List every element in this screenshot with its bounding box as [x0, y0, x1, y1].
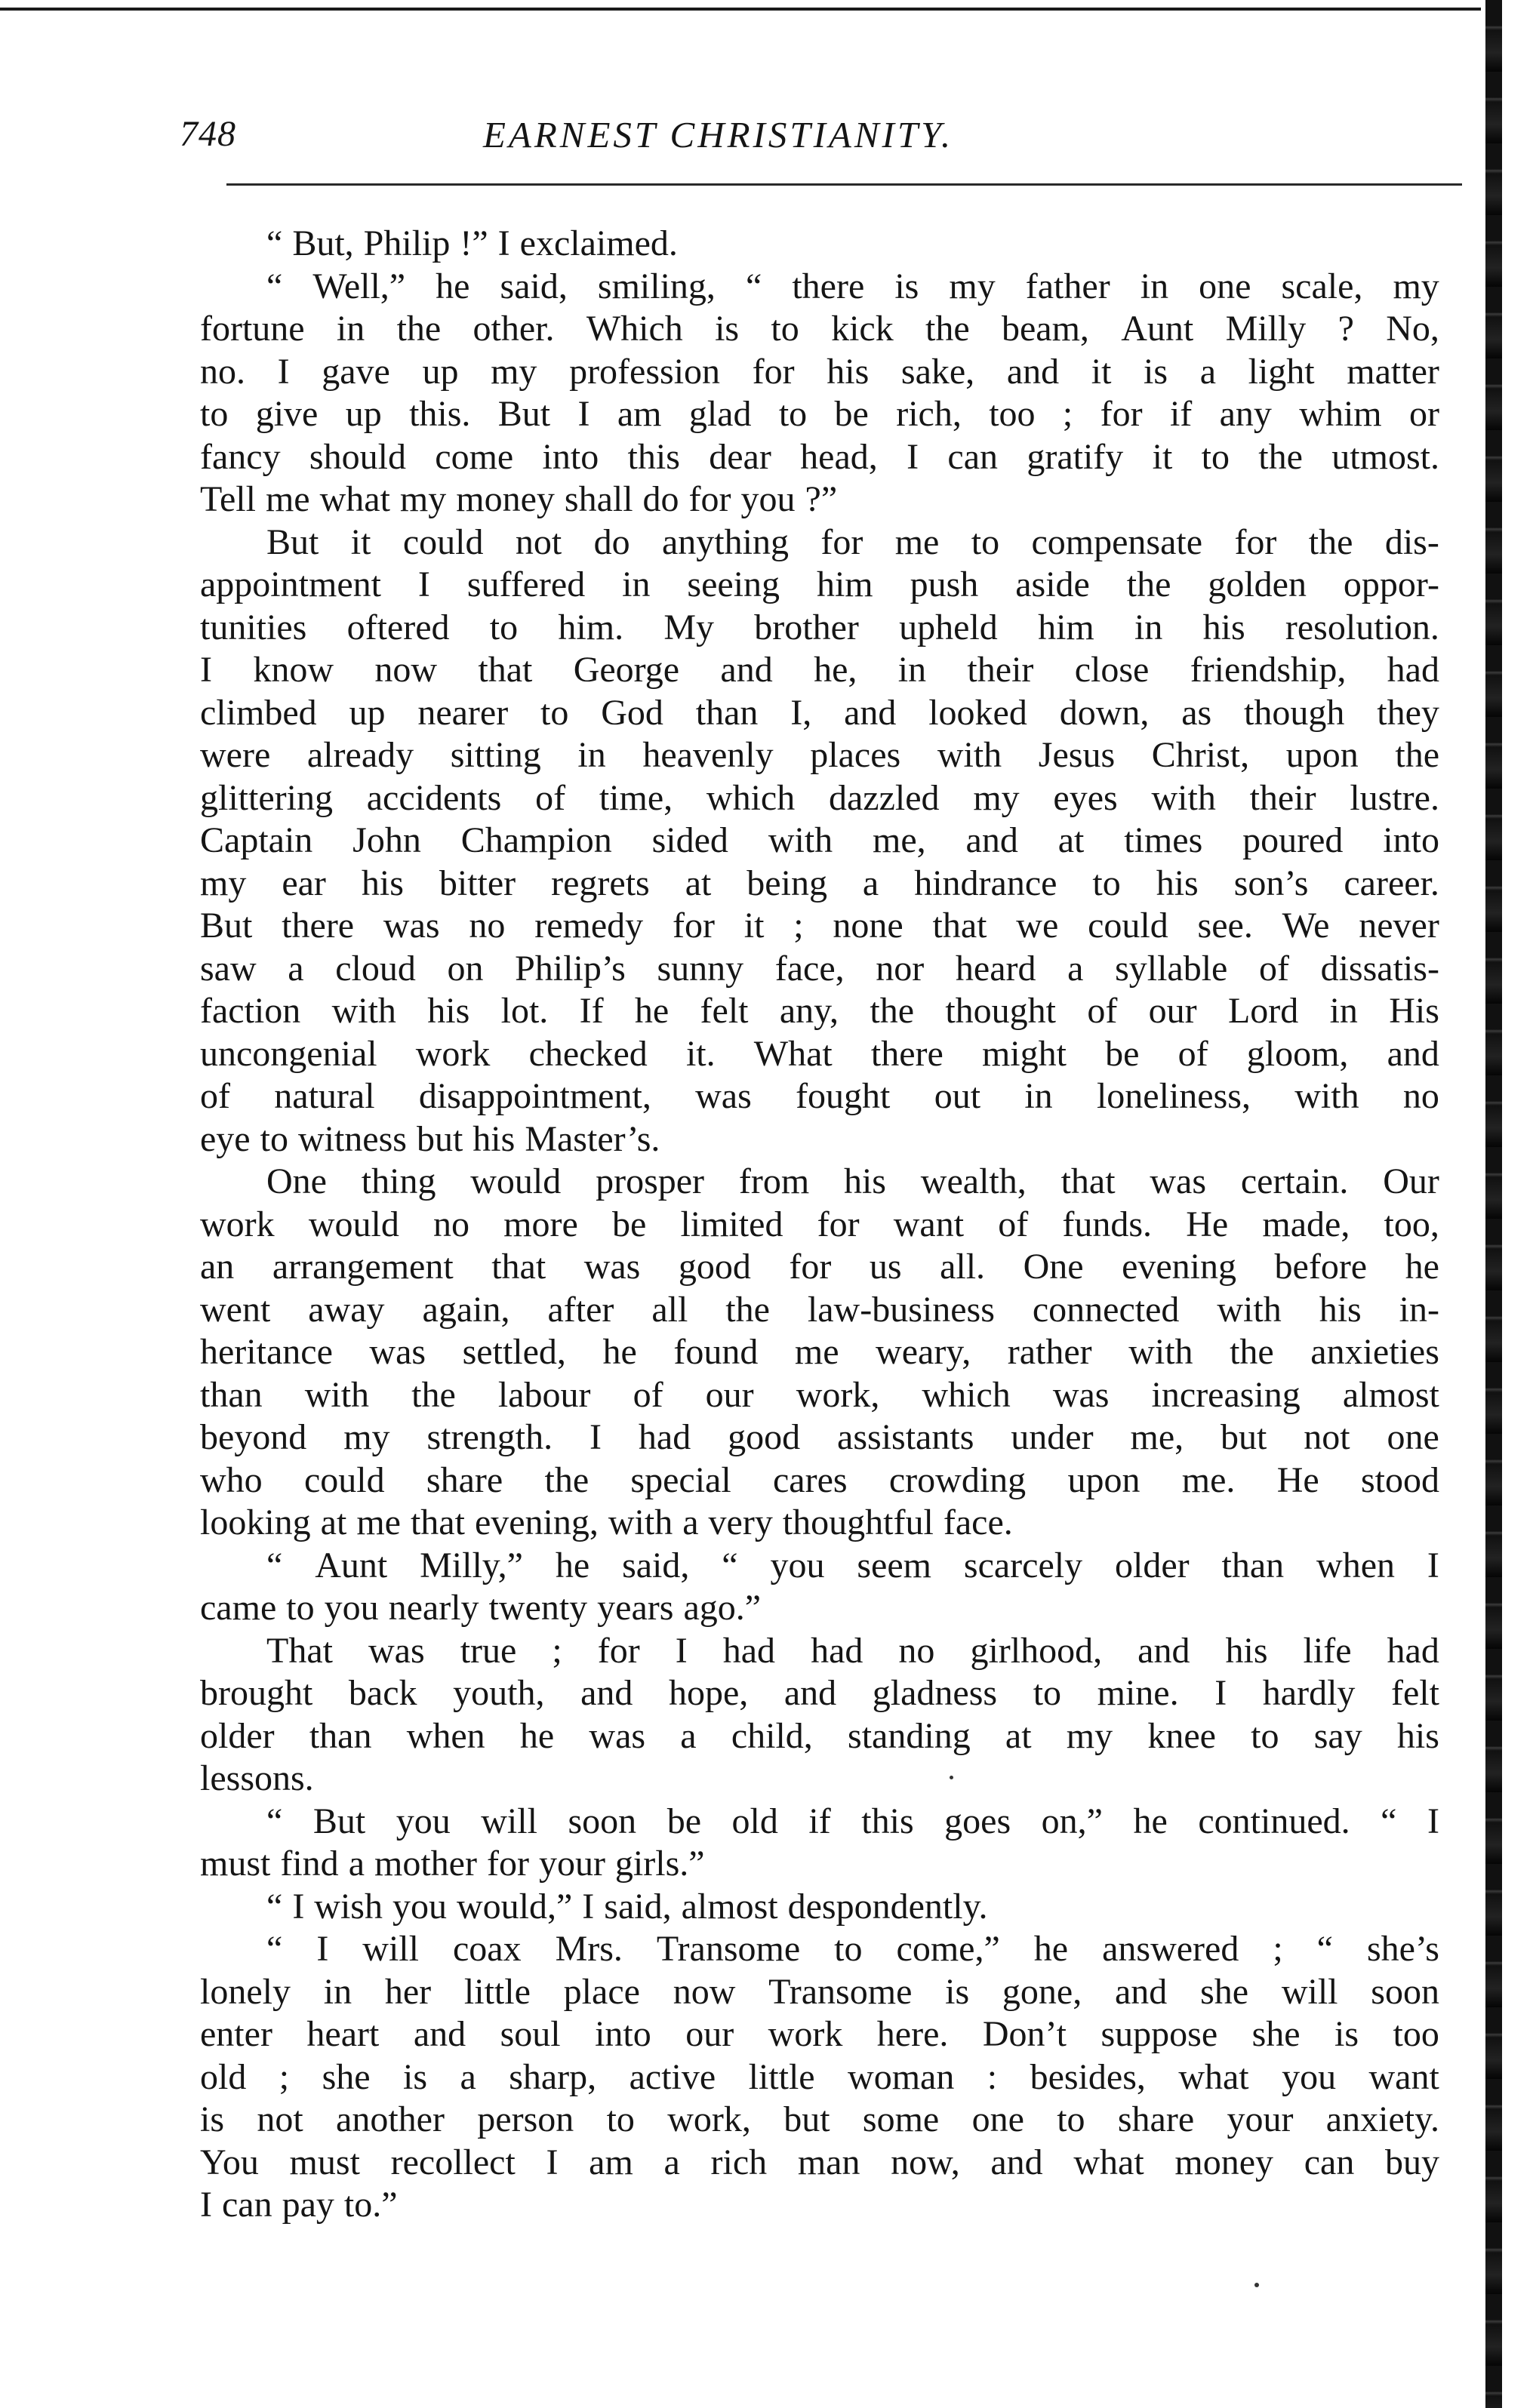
- stray-mark: [950, 1776, 953, 1779]
- text-line: my ear his bitter regrets at being a hindrance to his son’s career.: [200, 863, 1439, 903]
- text-line: beyond my strength. I had good assistants under me, but not one: [200, 1417, 1439, 1457]
- text-line: than with the labour of our work, which was increasing almost: [200, 1374, 1439, 1415]
- binding-shadow: [1485, 0, 1502, 2408]
- text-line: an arrangement that was good for us all. One evening before he: [200, 1247, 1439, 1287]
- text-line: were already sitting in heavenly places with Jesus Christ, upon the: [200, 735, 1439, 775]
- text-line: heritance was settled, he found me weary, rather with the anxieties: [200, 1332, 1439, 1372]
- text-line: “ I will coax Mrs. Transome to come,” he answered ; “ she’s: [266, 1929, 1439, 1969]
- text-line: came to you nearly twenty years ago.”: [200, 1588, 762, 1628]
- text-line: That was true ; for I had had no girlhood, and his life had: [266, 1630, 1439, 1671]
- text-line: “ But, Philip !” I exclaimed.: [266, 223, 678, 263]
- text-line: faction with his lot. If he felt any, the thought of our Lord in His: [200, 991, 1439, 1031]
- body-text: [200, 223, 1439, 2227]
- text-line: Tell me what my money shall do for you ?”: [200, 479, 838, 519]
- text-line: But it could not do anything for me to compensate for the dis-: [266, 521, 1439, 562]
- header-divider: [226, 183, 1462, 186]
- page-header: [175, 106, 1458, 174]
- text-line: no. I gave up my profession for his sake, and it is a light matter: [200, 351, 1439, 392]
- text-line: looking at me that evening, with a very thoughtful face.: [200, 1502, 1013, 1542]
- text-line: But there was no remedy for it ; none that we could see. We never: [200, 906, 1439, 946]
- text-line: Captain John Champion sided with me, and at times poured into: [200, 820, 1439, 860]
- text-line: uncongenial work checked it. What there might be of gloom, and: [200, 1033, 1439, 1074]
- top-border-rule: [0, 8, 1533, 11]
- text-line: appointment I suffered in seeing him push aside the golden oppor-: [200, 564, 1439, 604]
- text-line: old ; she is a sharp, active little woman : besides, what you want: [200, 2056, 1439, 2097]
- text-line: I can pay to.”: [200, 2185, 398, 2225]
- text-line: went away again, after all the law-business connected with his in-: [200, 1289, 1439, 1330]
- text-line: fancy should come into this dear head, I can gratify it to the utmost.: [200, 436, 1439, 477]
- text-line: tunities oftered to him. My brother upheld him in his resolution.: [200, 607, 1439, 647]
- text-line: is not another person to work, but some one to share your anxiety.: [200, 2099, 1439, 2139]
- text-line: climbed up nearer to God than I, and looked down, as though they: [200, 692, 1439, 733]
- text-line: lessons.: [200, 1758, 314, 1798]
- page-binding-edge: [1481, 0, 1533, 2408]
- text-line: “ I wish you would,” I said, almost despondently.: [266, 1886, 988, 1927]
- text-line: “ Well,” he said, smiling, “ there is my father in one scale, my: [266, 266, 1439, 306]
- stray-mark: [1254, 2283, 1259, 2287]
- text-line: You must recollect I am a rich man now, and what money can buy: [200, 2142, 1439, 2182]
- text-line: brought back youth, and hope, and gladness to mine. I hardly felt: [200, 1673, 1439, 1713]
- text-line: “ But you will soon be old if this goes on,” he continued. “ I: [266, 1801, 1439, 1841]
- text-line: fortune in the other. Which is to kick the beam, Aunt Milly ? No,: [200, 309, 1439, 349]
- text-line: of natural disappointment, was fought out in loneliness, with no: [200, 1076, 1439, 1116]
- text-line: I know now that George and he, in their close friendship, had: [200, 650, 1439, 690]
- text-line: saw a cloud on Philip’s sunny face, nor heard a syllable of dissatis-: [200, 948, 1439, 989]
- text-line: to give up this. But I am glad to be rich, too ; for if any whim or: [200, 394, 1439, 434]
- text-line: older than when he was a child, standing at my knee to say his: [200, 1715, 1439, 1756]
- text-line: who could share the special cares crowding upon me. He stood: [200, 1459, 1439, 1500]
- running-title: EARNEST CHRISTIANITY.: [483, 114, 954, 155]
- text-line: work would no more be limited for want of funds. He made, too,: [200, 1204, 1439, 1244]
- text-line: enter heart and soul into our work here. Don’t suppose she is too: [200, 2014, 1439, 2054]
- page-number: 748: [180, 114, 236, 154]
- text-line: “ Aunt Milly,” he said, “ you seem scarcely older than when I: [266, 1545, 1439, 1585]
- text-line: must find a mother for your girls.”: [200, 1844, 705, 1884]
- text-line: glittering accidents of time, which dazzled my eyes with their lustre.: [200, 777, 1439, 818]
- text-line: lonely in her little place now Transome is gone, and she will soon: [200, 1971, 1439, 2012]
- text-line: One thing would prosper from his wealth, that was certain. Our: [266, 1161, 1439, 1201]
- text-line: eye to witness but his Master’s.: [200, 1118, 660, 1159]
